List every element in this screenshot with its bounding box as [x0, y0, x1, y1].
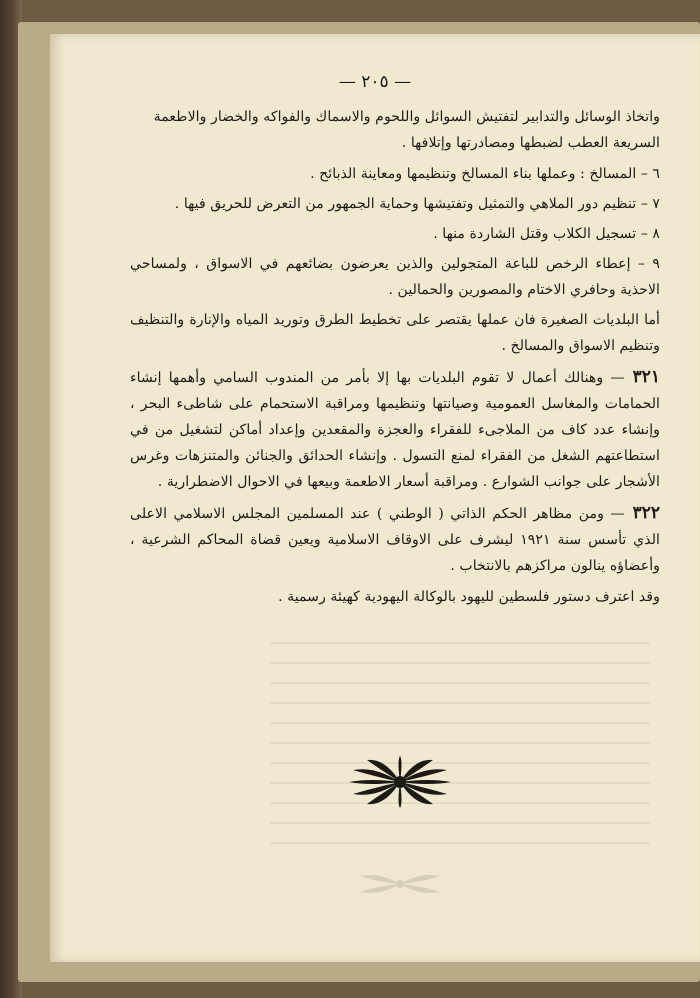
small-municipalities-paragraph: أما البلديات الصغيرة فان عملها يقتصر على تخطيط الطرق وتوريد المياه والإنارة والتنظيف وتنظيم الاسواق والمسالخ . [130, 312, 660, 354]
show-through-ornament-icon [350, 872, 450, 896]
paragraph-321-number: ٣٢١ [632, 367, 660, 387]
closing-paragraph: وقد اعترف دستور فلسطين لليهود بالوكالة اليهودية كهيئة رسمية . [278, 589, 660, 605]
paragraph-321-text: — وهنالك أعمال لا تقوم البلديات بها إلا بأمر من المندوب السامي وأهمها إنشاء الحمامات والمغاسل العمومية وصيانتها وتنظيمها ومراقبة الاستحمام على شاطىء البحر ، وإنشاء عدد كاف من الملاجىء للفقراء والعجزة والمقعدين وإعداد أماكن لتشغيل من في استطاعتهم الشغل من الفقراء لمنع التسول . وإنشاء الحدائق والجنائن والمتنزهات وغرس الأشجار على جوانب الشوارع . ومراقبة أسعار الاطعمة وبيعها في الاحوال الاضطرارية . [130, 370, 660, 490]
page-number: — ٢٠٥ — [338, 72, 412, 92]
list-item-8: ٨ – تسجيل الكلاب وقتل الشاردة منها . [433, 226, 660, 242]
intro-line-2: السريعة العطب لضبطها ومصادرتها وإتلافها . [401, 135, 660, 151]
paragraph-321 [130, 364, 660, 495]
page-body [130, 104, 660, 615]
list-item-6: ٦ – المسالخ : وعملها بناء المسالخ وتنظيمها ومعاينة الذبائح . [310, 166, 660, 182]
book-page [50, 34, 700, 962]
paragraph-322-text: — ومن مظاهر الحكم الذاتي ( الوطني ) عند المسلمين المجلس الاسلامي الاعلى الذي تأسس سنة ١٩٢١ ليشرف على الاوقاف الاسلامية ويعين قضاة المحاكم الشرعية ، وأعضاؤه ينالون مراكزهم بالانتخاب . [130, 506, 660, 574]
paragraph-322-number: ٣٢٢ [632, 503, 660, 523]
intro-paragraph [130, 104, 660, 156]
intro-line-1: واتخاذ الوسائل والتدابير لتفتيش السوائل واللحوم والاسماك والفواكه والخضار والاطعمة [153, 109, 660, 125]
fan-rosette-ornament-icon [345, 756, 455, 808]
list-item-7: ٧ – تنظيم دور الملاهي والتمثيل وتفتيشها وحماية الجمهور من التعرض للحريق فيها . [174, 196, 660, 212]
list-item-9: ٩ – إعطاء الرخص للباعة المتجولين والذين يعرضون بضائعهم في الاسواق ، ولمساحي الاحذية وحافري الاختام والمصورين والحمالين . [130, 256, 660, 298]
paragraph-322 [130, 500, 660, 579]
show-through-text [270, 624, 650, 844]
